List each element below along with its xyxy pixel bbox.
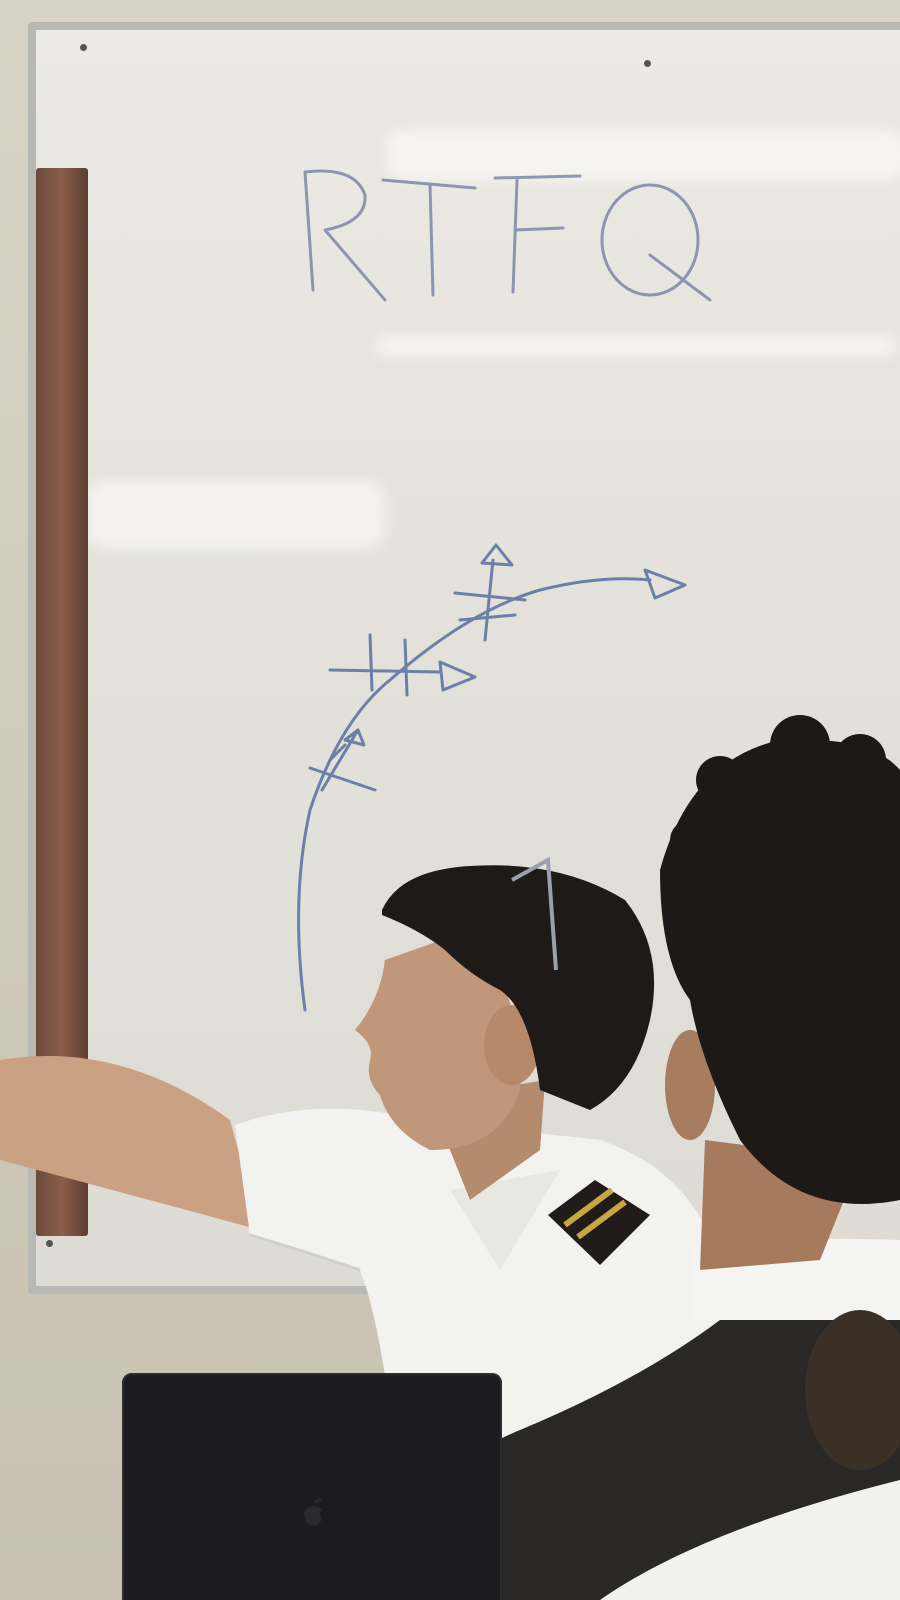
laptop <box>122 1373 502 1600</box>
laptop-logo-icon <box>294 1493 334 1533</box>
